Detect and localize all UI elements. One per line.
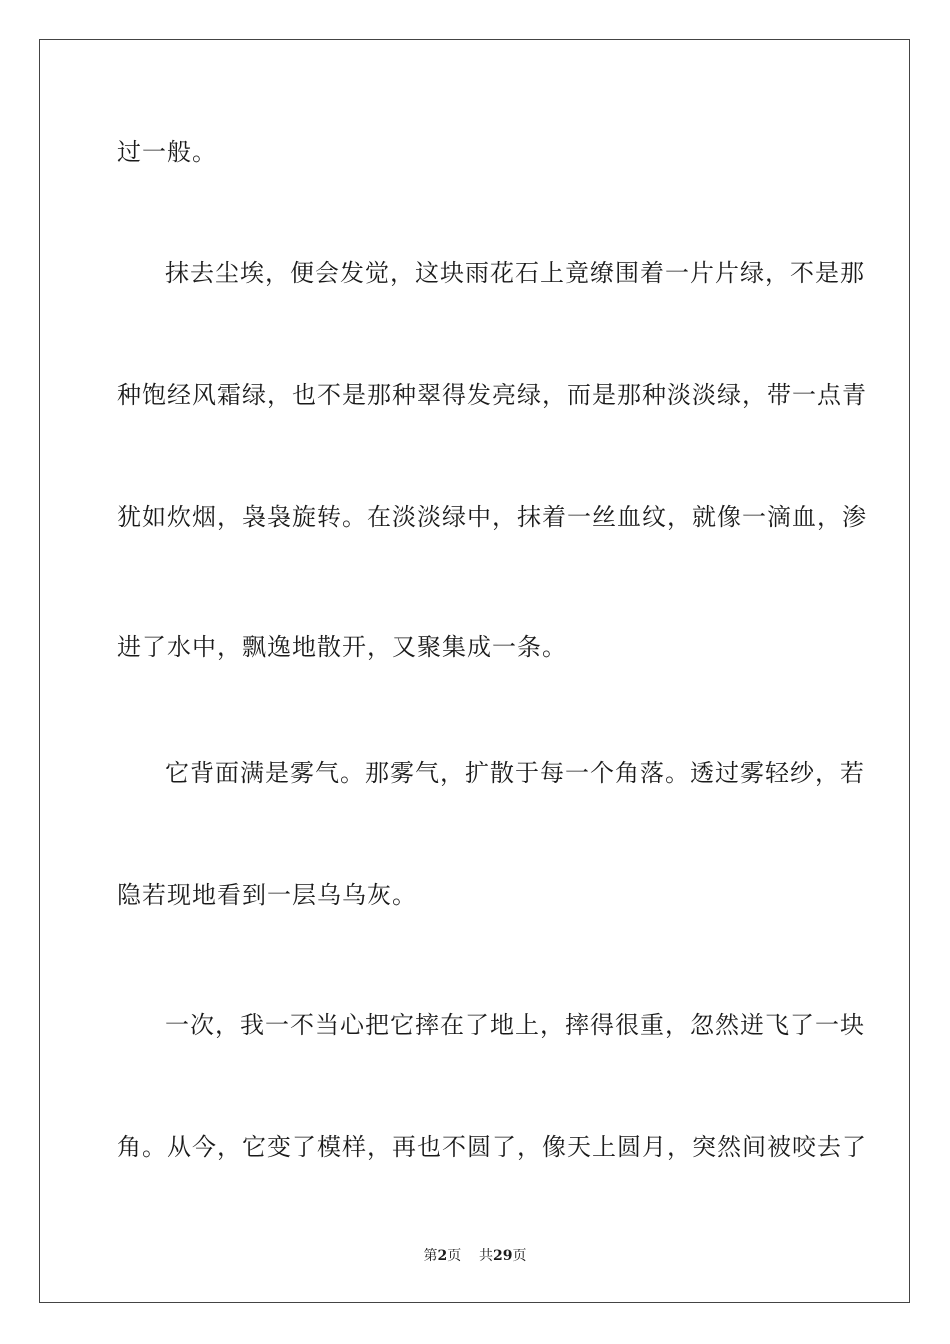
page-number: 2: [437, 1248, 448, 1264]
text-line-5: 进了水中，飘逸地散开，又聚集成一条。: [117, 633, 567, 661]
text-line-3: 种饱经风霜绿，也不是那种翠得发亮绿，而是那种淡淡绿，带一点青: [117, 381, 867, 409]
total-pages: 29: [493, 1248, 513, 1264]
text-line-2: 抹去尘埃，便会发觉，这块雨花石上竟缭围着一片片绿，不是那: [165, 259, 865, 287]
page-border: [39, 39, 910, 1303]
text-line-7: 隐若现地看到一层乌乌灰。: [117, 881, 417, 909]
page-suffix: 页: [447, 1248, 462, 1264]
text-line-4: 犹如炊烟，袅袅旋转。在淡淡绿中，抹着一丝血纹，就像一滴血，渗: [117, 503, 867, 531]
total-prefix: 共: [479, 1248, 494, 1264]
text-line-1: 过一般。: [117, 138, 217, 166]
page-prefix: 第: [423, 1248, 438, 1264]
total-suffix: 页: [512, 1248, 527, 1264]
page-footer: [0, 1246, 950, 1266]
text-line-6: 它背面满是雾气。那雾气，扩散于每一个角落。透过雾轻纱，若: [165, 759, 865, 787]
text-line-8: 一次，我一不当心把它摔在了地上，摔得很重，忽然迸飞了一块: [165, 1011, 865, 1039]
text-line-9: 角。从今，它变了模样，再也不圆了，像天上圆月，突然间被咬去了: [117, 1133, 867, 1161]
